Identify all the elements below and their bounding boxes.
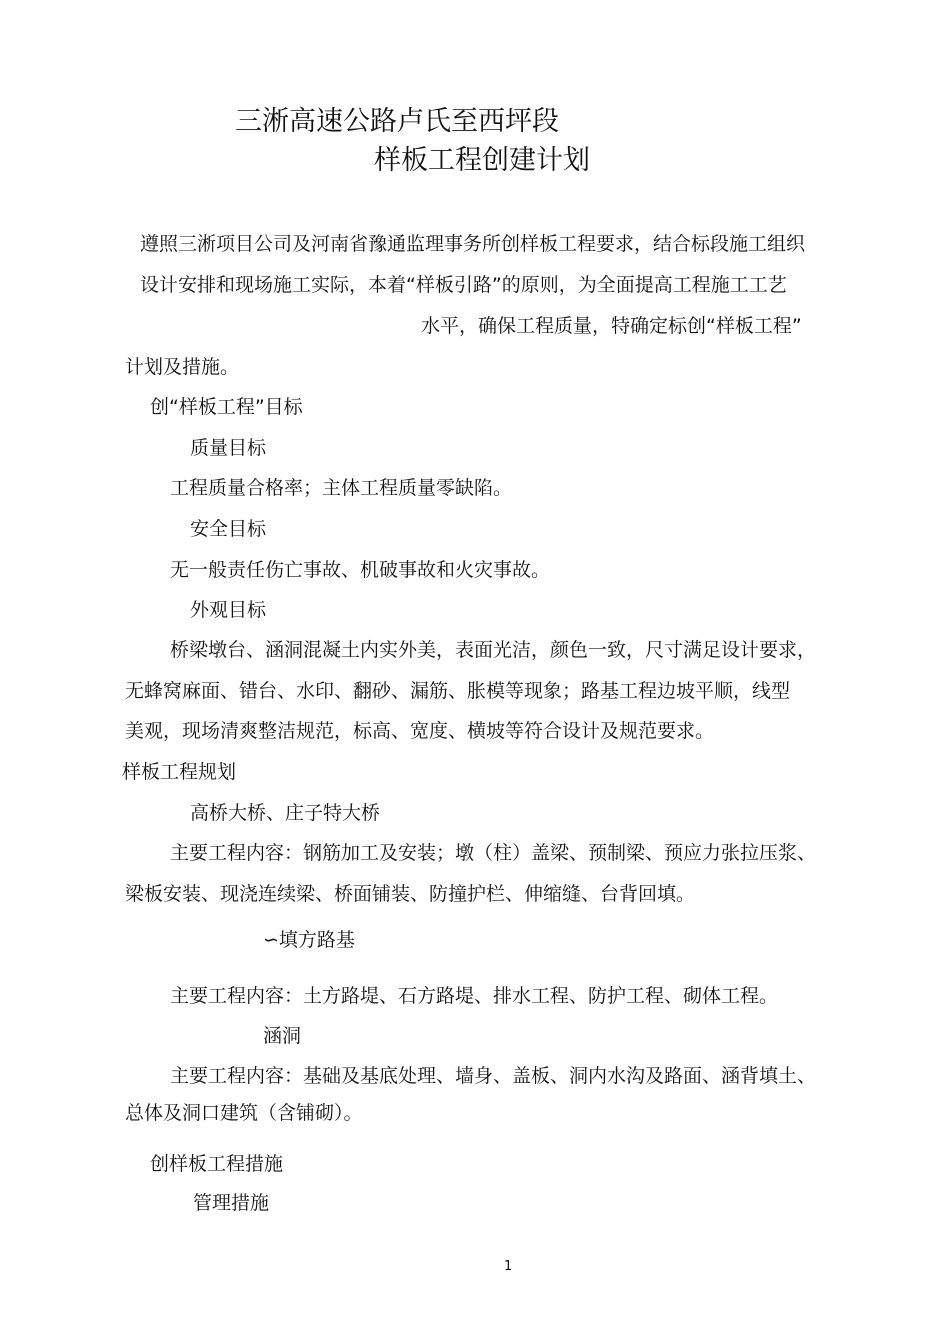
culvert-text-line-1: 主要工程内容：基础及基底处理、墙身、盖板、洞内水沟及路面、涵背填土、 — [170, 1065, 817, 1087]
quality-goal-text: 工程质量合格率；主体工程质量零缺陷。 — [170, 477, 513, 499]
roadbed-text: 主要工程内容：土方路堤、石方路堤、排水工程、防护工程、砌体工程。 — [170, 985, 779, 1007]
document-title-line1: 三淅高速公路卢氏至西坪段 — [235, 106, 559, 137]
quality-goal-heading: 质量目标 — [190, 437, 267, 459]
appearance-goal-line-1: 桥梁墩台、涵洞混凝土内实外美，表面光洁，颜色一致，尺寸满足设计要求， — [170, 639, 817, 661]
appearance-goal-line-3: 美观，现场清爽整洁规范，标高、宽度、横坡等符合设计及规范要求。 — [125, 720, 715, 742]
document-title-line2: 样板工程创建计划 — [374, 145, 590, 176]
safety-goal-heading: 安全目标 — [190, 518, 267, 540]
intro-line-1: 遵照三淅项目公司及河南省豫通监理事务所创样板工程要求，结合标段施工组织 — [140, 233, 806, 255]
culvert-heading: 涵洞 — [263, 1025, 302, 1047]
bridge-text-line-2: 梁板安装、现浇连续梁、桥面铺装、防撞护栏、伸缩缝、台背回填。 — [125, 883, 696, 905]
culvert-text-line-2: 总体及洞口建筑（含铺砌）。 — [125, 1102, 363, 1124]
bridge-heading: 高桥大桥、庄子特大桥 — [190, 802, 381, 824]
section-goals-heading: 创“样板工程”目标 — [150, 396, 303, 418]
management-measures-heading: 管理措施 — [193, 1192, 270, 1214]
intro-line-2: 设计安排和现场施工实际，本着“样板引路”的原则，为全面提高工程施工工艺 — [140, 274, 787, 296]
appearance-goal-heading: 外观目标 — [190, 599, 267, 621]
roadbed-heading: ∽填方路基 — [263, 929, 355, 951]
intro-line-3: 水平，确保工程质量，特确定标创“样板工程” — [421, 315, 802, 337]
section-measures-heading: 创样板工程措施 — [150, 1153, 284, 1175]
appearance-goal-line-2: 无蜂窝麻面、错台、水印、翻砂、漏筋、胀模等现象；路基工程边坡平顺，线型 — [125, 680, 791, 702]
page-number: 1 — [504, 1259, 513, 1274]
section-plan-heading: 样板工程规划 — [122, 761, 237, 783]
bridge-text-line-1: 主要工程内容：钢筋加工及安装；墩（柱）盖梁、预制梁、预应力张拉压浆、 — [170, 842, 817, 864]
safety-goal-text: 无一般责任伤亡事故、机破事故和火灾事故。 — [170, 559, 551, 581]
intro-line-4: 计划及措施。 — [125, 356, 240, 378]
